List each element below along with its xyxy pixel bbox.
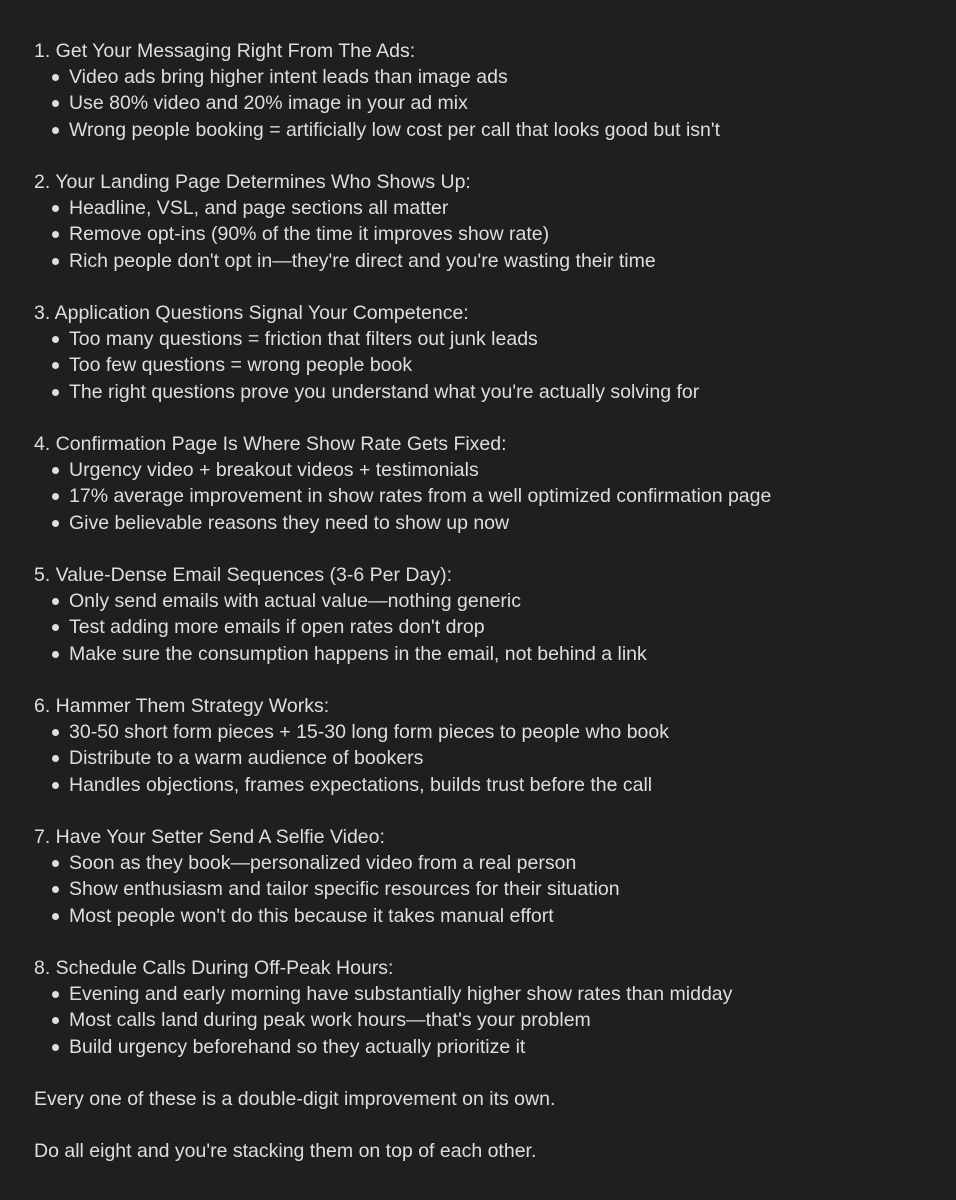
bullet-dot-icon [52,729,59,736]
bullet-list [34,326,956,405]
section-heading: 3. Application Questions Signal Your Competence: [34,302,469,324]
bullet-item [34,352,956,378]
section-1 [34,38,956,143]
bullet-text: Urgency video + breakout videos + testimonials [69,459,479,482]
bullet-text: Use 80% video and 20% image in your ad mix [69,92,468,115]
bullet-text: Only send emails with actual value—nothing generic [69,590,521,613]
closing-line-1: Every one of these is a double-digit improvement on its own. [34,1088,556,1110]
bullet-item [34,903,956,929]
bullet-list [34,850,956,929]
bullet-dot-icon [52,991,59,998]
bullet-item [34,64,956,90]
bullet-text: Most people won't do this because it takes manual effort [69,904,554,927]
bullet-text: 17% average improvement in show rates from a well optimized confirmation page [69,485,772,508]
bullet-dot-icon [52,860,59,867]
bullet-list [34,588,956,667]
bullet-text: Headline, VSL, and page sections all matter [69,197,449,220]
section-3 [34,300,956,405]
bullet-text: Give believable reasons they need to show up now [69,511,510,534]
section-heading: 2. Your Landing Page Determines Who Shows Up: [34,171,471,193]
bullet-dot-icon [52,74,59,81]
bullet-item [34,876,956,902]
bullet-text: Show enthusiasm and tailor specific resources for their situation [69,878,620,901]
bullet-text: Distribute to a warm audience of bookers [69,747,424,770]
bullet-dot-icon [52,782,59,789]
bullet-text: Too many questions = friction that filters out junk leads [69,328,538,351]
bullet-item [34,745,956,771]
bullet-dot-icon [52,886,59,893]
section-4 [34,431,956,536]
bullet-dot-icon [52,598,59,605]
bullet-dot-icon [52,1017,59,1024]
bullet-item [34,1007,956,1033]
section-2 [34,169,956,274]
bullet-item [34,221,956,247]
bullet-item [34,326,956,352]
bullet-dot-icon [52,127,59,134]
section-7 [34,824,956,929]
bullet-item [34,981,956,1007]
bullet-item [34,510,956,536]
bullet-item [34,614,956,640]
bullet-item [34,248,956,274]
bullet-list [34,457,956,536]
bullet-list [34,195,956,274]
bullet-item [34,117,956,143]
bullet-item [34,457,956,483]
bullet-dot-icon [52,389,59,396]
section-6 [34,693,956,798]
bullet-item [34,379,956,405]
bullet-dot-icon [52,100,59,107]
bullet-text: 30-50 short form pieces + 15-30 long form pieces to people who book [69,721,669,744]
bullet-dot-icon [52,913,59,920]
bullet-text: Wrong people booking = artificially low cost per call that looks good but isn't [69,118,721,141]
bullet-text: Make sure the consumption happens in the email, not behind a link [69,642,647,665]
section-heading: 6. Hammer Them Strategy Works: [34,695,330,717]
bullet-text: Handles objections, frames expectations, builds trust before the call [69,773,653,796]
bullet-text: The right questions prove you understand what you're actually solving for [69,380,700,403]
bullet-text: Most calls land during peak work hours—that's your problem [69,1009,591,1032]
bullet-dot-icon [52,1044,59,1051]
bullet-text: Too few questions = wrong people book [69,354,413,377]
bullet-dot-icon [52,493,59,500]
bullet-item [34,483,956,509]
bullet-text: Soon as they book—personalized video from a real person [69,852,577,875]
bullet-dot-icon [52,624,59,631]
bullet-text: Video ads bring higher intent leads than image ads [69,66,508,89]
bullet-dot-icon [52,231,59,238]
section-8 [34,955,956,1060]
bullet-text: Build urgency beforehand so they actually prioritize it [69,1035,526,1058]
bullet-item [34,1034,956,1060]
bullet-item [34,641,956,667]
bullet-text: Rich people don't opt in—they're direct and you're wasting their time [69,249,656,272]
bullet-item [34,850,956,876]
bullet-item [34,195,956,221]
bullet-text: Evening and early morning have substantially higher show rates than midday [69,983,733,1006]
section-heading: 8. Schedule Calls During Off-Peak Hours: [34,957,394,979]
bullet-list [34,64,956,143]
bullet-text: Test adding more emails if open rates don't drop [69,616,485,639]
bullet-item [34,772,956,798]
section-5 [34,562,956,667]
bullet-dot-icon [52,651,59,658]
bullet-dot-icon [52,520,59,527]
bullet-dot-icon [52,258,59,265]
section-heading: 5. Value-Dense Email Sequences (3-6 Per Day): [34,564,453,586]
bullet-dot-icon [52,336,59,343]
bullet-list [34,719,956,798]
section-heading: 4. Confirmation Page Is Where Show Rate Gets Fixed: [34,433,507,455]
section-heading: 7. Have Your Setter Send A Selfie Video: [34,826,385,848]
bullet-item [34,588,956,614]
bullet-item [34,90,956,116]
bullet-list [34,981,956,1060]
bullet-item [34,719,956,745]
bullet-dot-icon [52,755,59,762]
bullet-dot-icon [52,205,59,212]
bullet-text: Remove opt-ins (90% of the time it improves show rate) [69,223,550,246]
bullet-dot-icon [52,467,59,474]
section-heading: 1. Get Your Messaging Right From The Ads: [34,40,416,62]
closing-line-2: Do all eight and you're stacking them on top of each other. [34,1140,537,1163]
bullet-dot-icon [52,362,59,369]
